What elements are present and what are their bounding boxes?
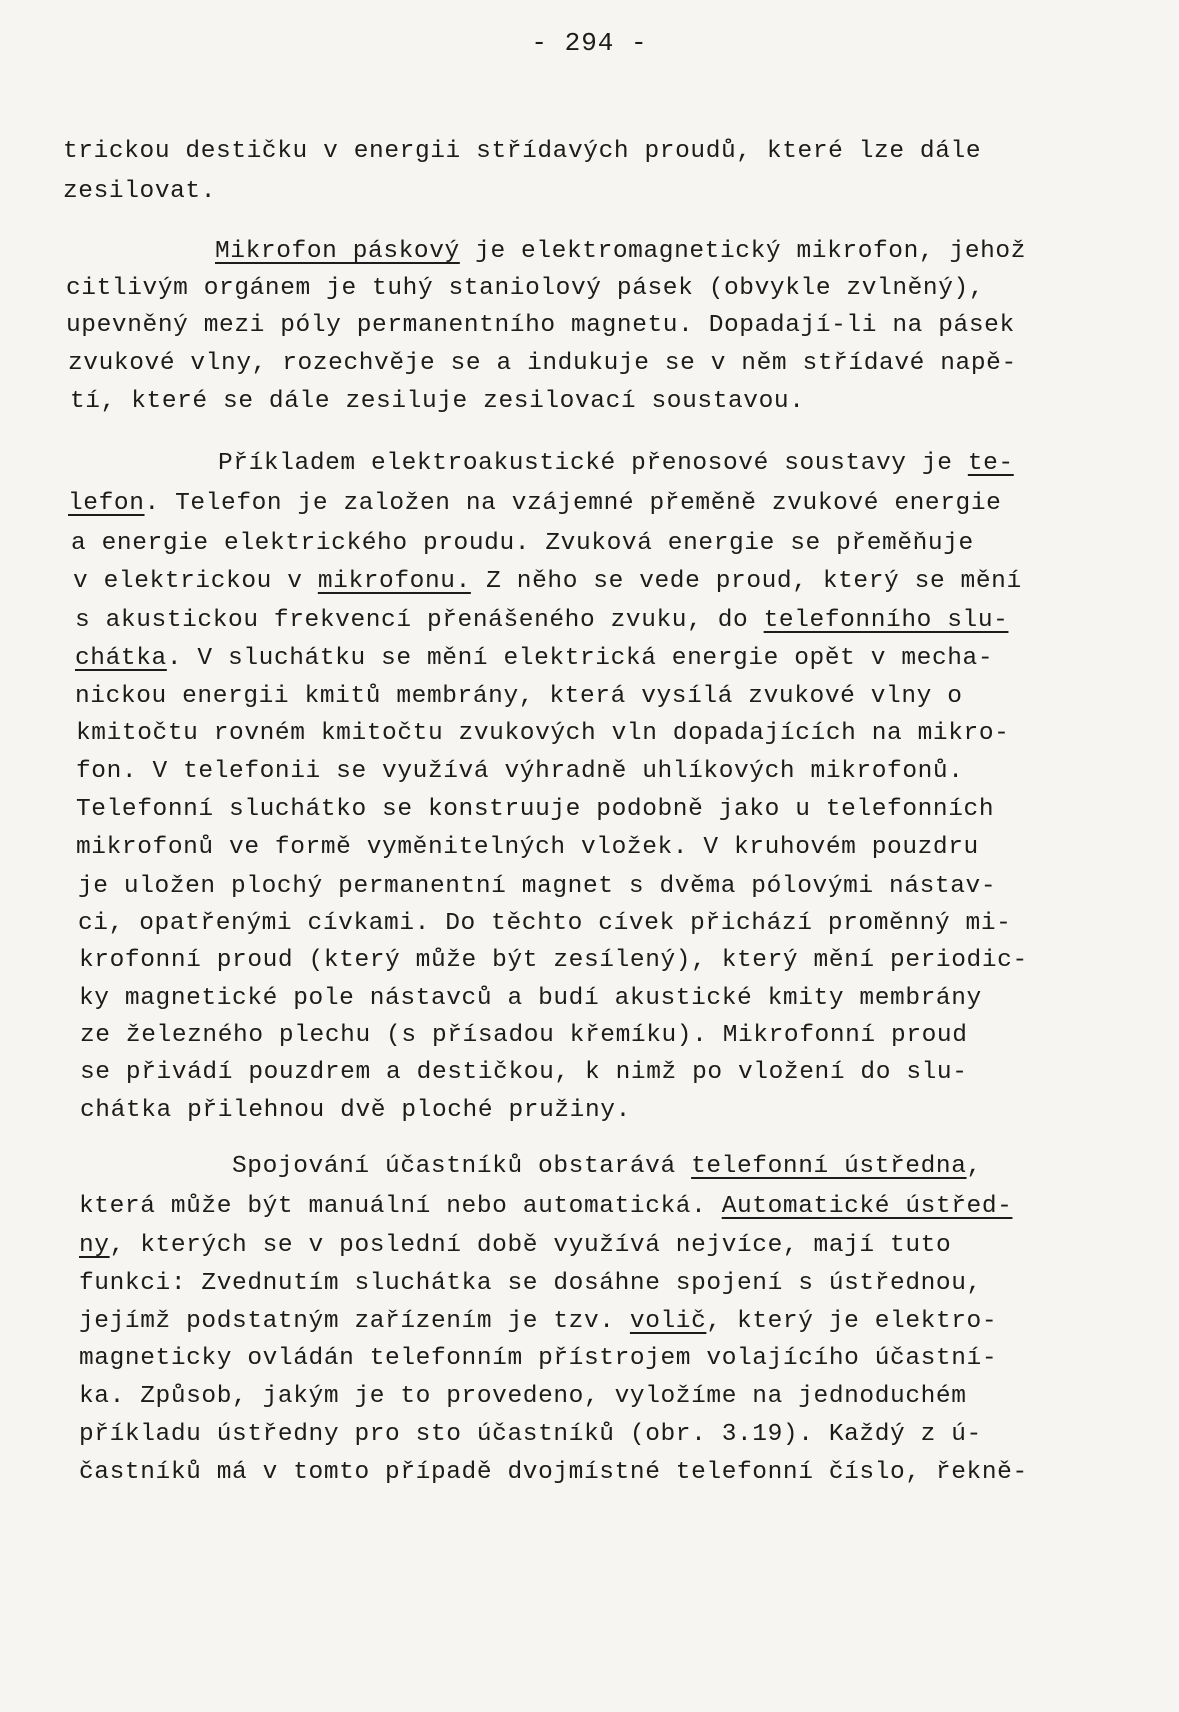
text-line: [68, 350, 1017, 377]
text-line: [76, 758, 964, 785]
text-run: je elektromagnetický mikrofon, jehož: [459, 238, 1027, 265]
text-line: [76, 834, 979, 861]
text-line: [79, 1383, 967, 1410]
underlined-term: volič: [629, 1308, 707, 1335]
text-run: v elektrickou v: [73, 568, 318, 595]
page-number: - 294 -: [531, 28, 648, 58]
text-line: [80, 1059, 968, 1086]
text-run: Příkladem elektroakustické přenosové soustavy je: [218, 450, 968, 477]
text-run: , kterých se v poslední době využívá nejvíce, mají tuto: [109, 1232, 952, 1259]
text-run: fon. V telefonii se využívá výhradně uhlíkových mikrofonů.: [76, 758, 964, 785]
underlined-term: mikrofonu.: [317, 568, 471, 595]
text-run: zvukové vlny, rozechvěje se a indukuje se v něm střídavé napě-: [68, 350, 1017, 377]
text-run: zesilovat.: [63, 178, 217, 205]
text-line: [70, 388, 805, 415]
text-line: [75, 683, 963, 710]
text-line: [63, 138, 981, 165]
text-line: [75, 607, 1008, 634]
text-line: [76, 796, 994, 823]
text-line: [79, 985, 982, 1012]
text-line: [76, 720, 1009, 747]
text-run: tí, které se dále zesiluje zesilovací soustavou.: [70, 388, 805, 415]
text-run: funkci: Zvednutím sluchátka se dosáhne spojení s ústřednou,: [79, 1270, 982, 1297]
underlined-term: Automatické ústřed-: [721, 1193, 1013, 1220]
text-run: citlivým orgánem je tuhý staniolový pásek (obvykle zvlněný),: [66, 275, 985, 302]
text-run: Telefonní sluchátko se konstruuje podobně jako u telefonních: [76, 796, 995, 823]
text-line: [215, 238, 1026, 265]
text-line: [63, 178, 216, 205]
text-run: příkladu ústředny pro sto účastníků (obr. 3.19). Každý z ú-: [79, 1421, 982, 1448]
text-line: [66, 275, 984, 302]
text-line: [79, 1421, 982, 1448]
text-line: [73, 568, 1022, 595]
text-line: [218, 450, 1014, 477]
text-run: krofonní proud (který může být zesílený), který mění periodic-: [79, 947, 1028, 974]
text-run: kmitočtu rovném kmitočtu zvukových vln dopadajících na mikro-: [76, 720, 1010, 747]
text-run: mikrofonů ve formě vyměnitelných vložek. V kruhovém pouzdru: [76, 834, 979, 861]
text-run: nickou energii kmitů membrány, která vysílá zvukové vlny o: [75, 683, 963, 710]
text-run: jejímž podstatným zařízením je tzv.: [79, 1308, 630, 1335]
text-run: , který je elektro-: [706, 1308, 998, 1335]
text-line: [80, 1022, 968, 1049]
text-run: . V sluchátku se mění elektrická energie opět v mecha-: [166, 645, 994, 672]
text-line: [78, 910, 1011, 937]
text-run: Spojování účastníků obstarává: [232, 1153, 692, 1180]
underlined-term: chátka: [75, 645, 167, 672]
text-line: [79, 1270, 982, 1297]
text-run: ci, opatřenými cívkami. Do těchto cívek přichází proměnný mi-: [78, 910, 1012, 937]
text-line: [75, 645, 993, 672]
text-run: a energie elektrického proudu. Zvuková energie se přeměňuje: [71, 530, 974, 557]
underlined-term: ny: [79, 1232, 110, 1259]
text-run: . Telefon je založen na vzájemné přeměně zvukové energie: [144, 490, 1002, 517]
text-run: upevněný mezi póly permanentního magnetu. Dopadají-li na pásek: [66, 312, 1015, 339]
text-line: [79, 947, 1028, 974]
text-run: ky magnetické pole nástavců a budí akustické kmity membrány: [79, 985, 982, 1012]
text-line: [79, 1232, 951, 1259]
text-line: [80, 1097, 631, 1124]
underlined-term: lefon: [68, 490, 145, 517]
text-run: magneticky ovládán telefonním přístrojem volajícího účastní-: [79, 1345, 998, 1372]
underlined-term: telefonní ústředna: [691, 1153, 967, 1180]
text-line: [66, 312, 1015, 339]
text-line: [79, 1308, 997, 1335]
text-run: Z něho se vede proud, který se mění: [470, 568, 1022, 595]
text-run: s akustickou frekvencí přenášeného zvuku, do: [75, 607, 764, 634]
text-line: [79, 1345, 997, 1372]
text-run: častníků má v tomto případě dvojmístné telefonní číslo, řekně-: [79, 1459, 1028, 1486]
underlined-term: Mikrofon páskový: [215, 238, 460, 265]
text-run: ,: [966, 1153, 982, 1180]
underlined-term: te-: [967, 450, 1014, 477]
text-line: [78, 873, 996, 900]
text-run: ka. Způsob, jakým je to provedeno, vyložíme na jednoduchém: [79, 1383, 967, 1410]
text-line: [79, 1193, 1012, 1220]
text-line: [68, 490, 1001, 517]
text-line: [232, 1153, 982, 1180]
text-run: se přivádí pouzdrem a destičkou, k nimž po vložení do slu-: [80, 1059, 968, 1086]
text-run: je uložen plochý permanentní magnet s dvěma pólovými nástav-: [78, 873, 997, 900]
text-line: [71, 530, 974, 557]
text-line: [79, 1459, 1028, 1486]
text-run: trickou destičku v energii střídavých proudů, které lze dále: [63, 138, 982, 165]
text-run: která může být manuální nebo automatická.: [79, 1193, 722, 1220]
text-run: chátka přilehnou dvě ploché pružiny.: [80, 1097, 631, 1124]
underlined-term: telefonního slu-: [763, 607, 1009, 634]
text-run: ze železného plechu (s přísadou křemíku). Mikrofonní proud: [80, 1022, 968, 1049]
